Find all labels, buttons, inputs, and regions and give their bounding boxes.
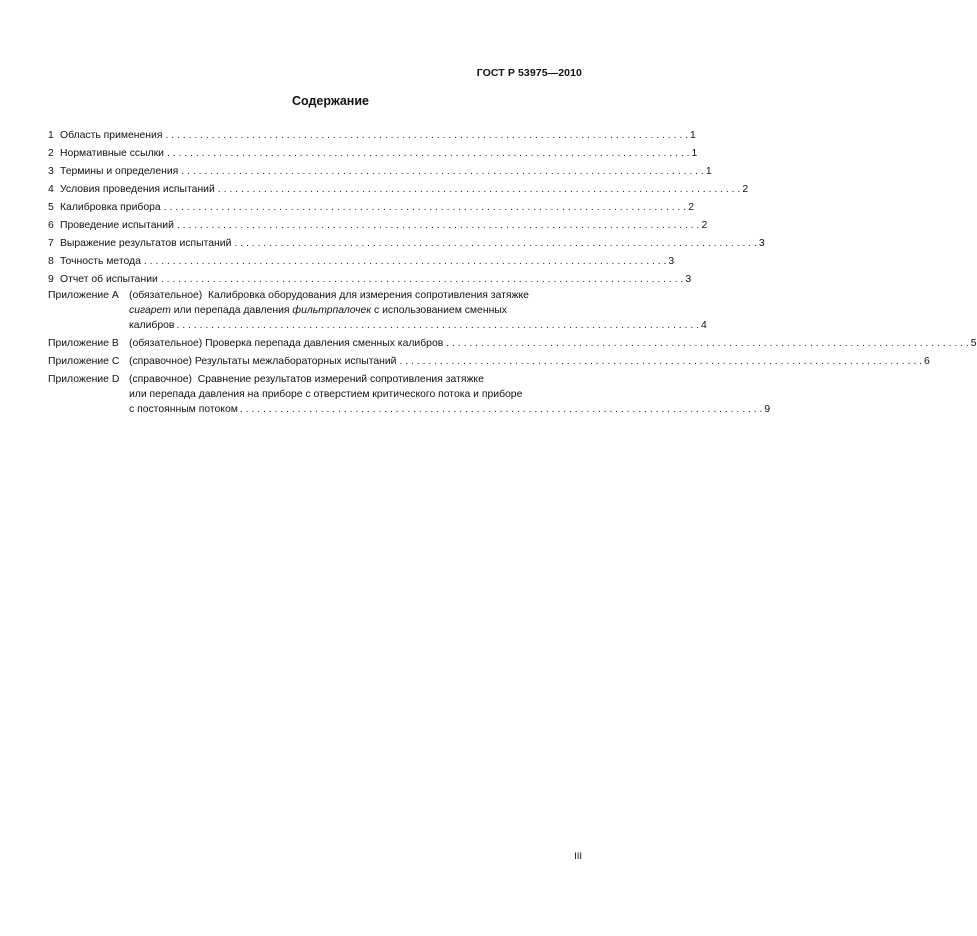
dot-leader [240,402,763,417]
appendix-label: Приложение В [48,338,119,349]
toc-item-number: 6 [48,220,54,231]
toc-item-number: 3 [48,166,54,177]
page-number: III [574,851,582,862]
toc-appendix-a[interactable] [48,288,707,333]
toc-appendix-d[interactable] [48,372,771,417]
toc-item-5[interactable] [48,197,694,215]
appendix-title-part: с использованием сменных [371,305,507,316]
toc-item-page: 1 [705,166,712,177]
dot-leader [234,236,757,251]
toc-item-page: 1 [690,130,696,141]
toc-item-page: 3 [758,238,765,249]
appendix-kind: (справочное) [129,374,192,385]
dot-leader [164,200,687,215]
appendix-page: 9 [764,404,771,415]
toc-item-number: 4 [48,184,54,195]
dot-leader [218,182,741,197]
toc-item-title: Отчет об испытании [60,274,158,285]
toc-item-number: 8 [48,256,54,267]
appendix-title-part: Сравнение результатов измерений сопротивления затяжке [197,374,484,385]
toc-appendix-b[interactable] [48,336,977,351]
toc-item-number: 7 [48,238,54,249]
appendix-title-part: или перепада давления на приборе с отверстием критического потока и приборе [129,389,523,400]
table-of-contents [48,125,977,417]
toc-item-title: Нормативные ссылки [60,148,164,159]
appendix-title: Результаты межлабораторных испытаний [194,356,397,367]
appendix-page: 6 [924,356,930,367]
appendix-title-part: Калибровка оборудования для измерения сопротивления затяжке [208,290,529,301]
toc-item-page: 1 [691,148,698,159]
appendix-title-line [129,303,707,318]
toc-item-title: Термины и определения [60,166,179,177]
toc-item-3[interactable] [48,161,712,179]
dot-leader [399,354,922,369]
toc-item-2[interactable] [48,143,698,161]
appendix-body [129,372,770,417]
appendix-title-italic: фильтрпалочек [292,305,372,316]
toc-item-title: Точность метода [60,256,141,267]
appendix-label: Приложение D [48,374,120,385]
appendix-title: Проверка перепада давления сменных калибров [205,338,444,349]
appendix-body [129,336,977,351]
appendix-label: Приложение С [48,356,120,367]
appendix-title-line [129,387,770,402]
toc-item-title: Область применения [60,130,163,141]
toc-item-number: 9 [48,274,54,285]
dot-leader [144,254,667,269]
toc-item-page: 2 [742,184,749,195]
toc-appendix-c[interactable] [48,354,930,369]
toc-title: Содержание [291,94,369,108]
toc-item-number: 2 [48,148,54,159]
toc-item-8[interactable] [48,251,675,269]
appendix-kind: (обязательное) [129,338,203,349]
toc-item-title: Проведение испытаний [60,220,174,231]
dot-leader [446,336,969,351]
toc-item-title: Условия проведения испытаний [60,184,215,195]
appendix-title-line [129,372,770,387]
dot-leader [181,164,704,179]
toc-item-page: 2 [701,220,708,231]
dot-leader [167,146,690,161]
dot-leader [176,318,699,333]
toc-item-number: 5 [48,202,54,213]
appendix-title-line [129,318,707,333]
toc-item-6[interactable] [48,215,708,233]
toc-item-number: 1 [48,130,54,141]
appendix-title-part: или перепада давления [170,305,293,316]
toc-item-4[interactable] [48,179,749,197]
appendix-title-line [129,288,707,303]
appendix-page: 5 [970,338,977,349]
appendix-kind: (обязательное) [129,290,203,301]
dot-leader [165,128,688,143]
toc-item-page: 3 [668,256,675,267]
appendix-title-part: с постоянным потоком [129,404,238,415]
appendix-title-part: калибров [129,320,175,331]
toc-item-1[interactable] [48,125,696,143]
toc-item-title: Выражение результатов испытаний [60,238,232,249]
appendix-title-italic: сигарет [129,305,171,316]
appendix-label: Приложение А [48,290,119,301]
toc-item-page: 2 [688,202,694,213]
toc-item-9[interactable] [48,269,692,287]
appendix-title-line [129,402,770,417]
dot-leader [177,218,700,233]
toc-item-7[interactable] [48,233,765,251]
document-code: ГОСТ Р 53975—2010 [476,67,582,79]
appendix-kind: (справочное) [129,356,192,367]
appendix-body [129,354,930,369]
toc-item-page: 3 [685,274,692,285]
toc-item-title: Калибровка прибора [60,202,161,213]
appendix-body [129,288,707,333]
dot-leader [161,272,684,287]
appendix-page: 4 [700,320,707,331]
